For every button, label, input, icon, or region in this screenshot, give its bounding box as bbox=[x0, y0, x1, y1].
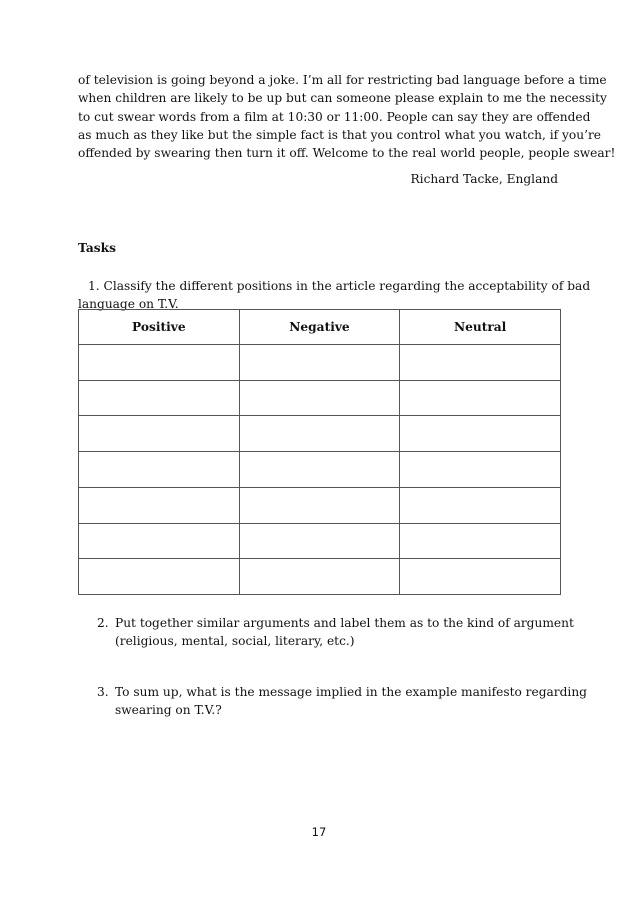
table-cell[interactable] bbox=[79, 416, 240, 452]
article-paragraph bbox=[78, 71, 616, 162]
task-2-line: Put together similar arguments and label them as to the kind of argument bbox=[115, 616, 574, 630]
table-cell[interactable] bbox=[79, 345, 240, 381]
table-row bbox=[79, 487, 561, 523]
task-3 bbox=[97, 683, 587, 720]
table-cell[interactable] bbox=[79, 452, 240, 488]
table-cell[interactable] bbox=[239, 416, 400, 452]
task-3-text bbox=[115, 683, 587, 720]
column-header-neutral: Neutral bbox=[400, 310, 561, 345]
task-3-line: To sum up, what is the message implied in the example manifesto regarding bbox=[115, 685, 587, 699]
column-header-negative: Negative bbox=[239, 310, 400, 345]
table-cell[interactable] bbox=[400, 380, 561, 416]
table-cell[interactable] bbox=[79, 559, 240, 595]
table-cell[interactable] bbox=[239, 345, 400, 381]
table-row bbox=[79, 345, 561, 381]
table-cell[interactable] bbox=[239, 380, 400, 416]
page-number: 17 bbox=[311, 825, 327, 839]
table-cell[interactable] bbox=[239, 523, 400, 559]
article-signature: Richard Tacke, England bbox=[410, 172, 558, 186]
column-header-positive: Positive bbox=[79, 310, 240, 345]
table-row bbox=[79, 452, 561, 488]
task-2-text bbox=[115, 614, 574, 651]
classification-table bbox=[78, 309, 561, 595]
task-1-line: 1. Classify the different positions in the article regarding the acceptability of bad bbox=[88, 279, 591, 293]
task-3-number: 3. bbox=[97, 685, 109, 699]
table-cell[interactable] bbox=[79, 380, 240, 416]
table-cell[interactable] bbox=[400, 452, 561, 488]
task-2-number: 2. bbox=[97, 616, 109, 630]
task-3-line: swearing on T.V.? bbox=[115, 703, 222, 718]
table-cell[interactable] bbox=[400, 345, 561, 381]
table-cell[interactable] bbox=[239, 559, 400, 595]
table-cell[interactable] bbox=[239, 487, 400, 523]
table-row bbox=[79, 380, 561, 416]
table-row bbox=[79, 559, 561, 595]
article-line: of television is going beyond a joke. I’m all for restricting bad language before a time bbox=[78, 73, 607, 87]
task-1-line: language on T.V. bbox=[78, 297, 179, 312]
table-row bbox=[79, 416, 561, 452]
article-line: as much as they like but the simple fact is that you control what you watch, if you’re bbox=[78, 127, 602, 142]
table-cell[interactable] bbox=[239, 452, 400, 488]
table-row bbox=[79, 523, 561, 559]
article-line: when children are likely to be up but can someone please explain to me the necessity bbox=[78, 91, 607, 106]
table-cell[interactable] bbox=[400, 487, 561, 523]
tasks-heading: Tasks bbox=[78, 241, 116, 255]
article-line: to cut swear words from a film at 10:30 or 11:00. People can say they are offended bbox=[78, 109, 591, 124]
table-cell[interactable] bbox=[400, 523, 561, 559]
table-cell[interactable] bbox=[79, 487, 240, 523]
task-2-line: (religious, mental, social, literary, etc.) bbox=[115, 634, 355, 649]
table-header-row bbox=[79, 310, 561, 345]
article-line: offended by swearing then turn it off. Welcome to the real world people, people swear! bbox=[78, 146, 616, 161]
table-cell[interactable] bbox=[79, 523, 240, 559]
table-cell[interactable] bbox=[400, 559, 561, 595]
table-cell[interactable] bbox=[400, 416, 561, 452]
task-2 bbox=[97, 614, 574, 651]
